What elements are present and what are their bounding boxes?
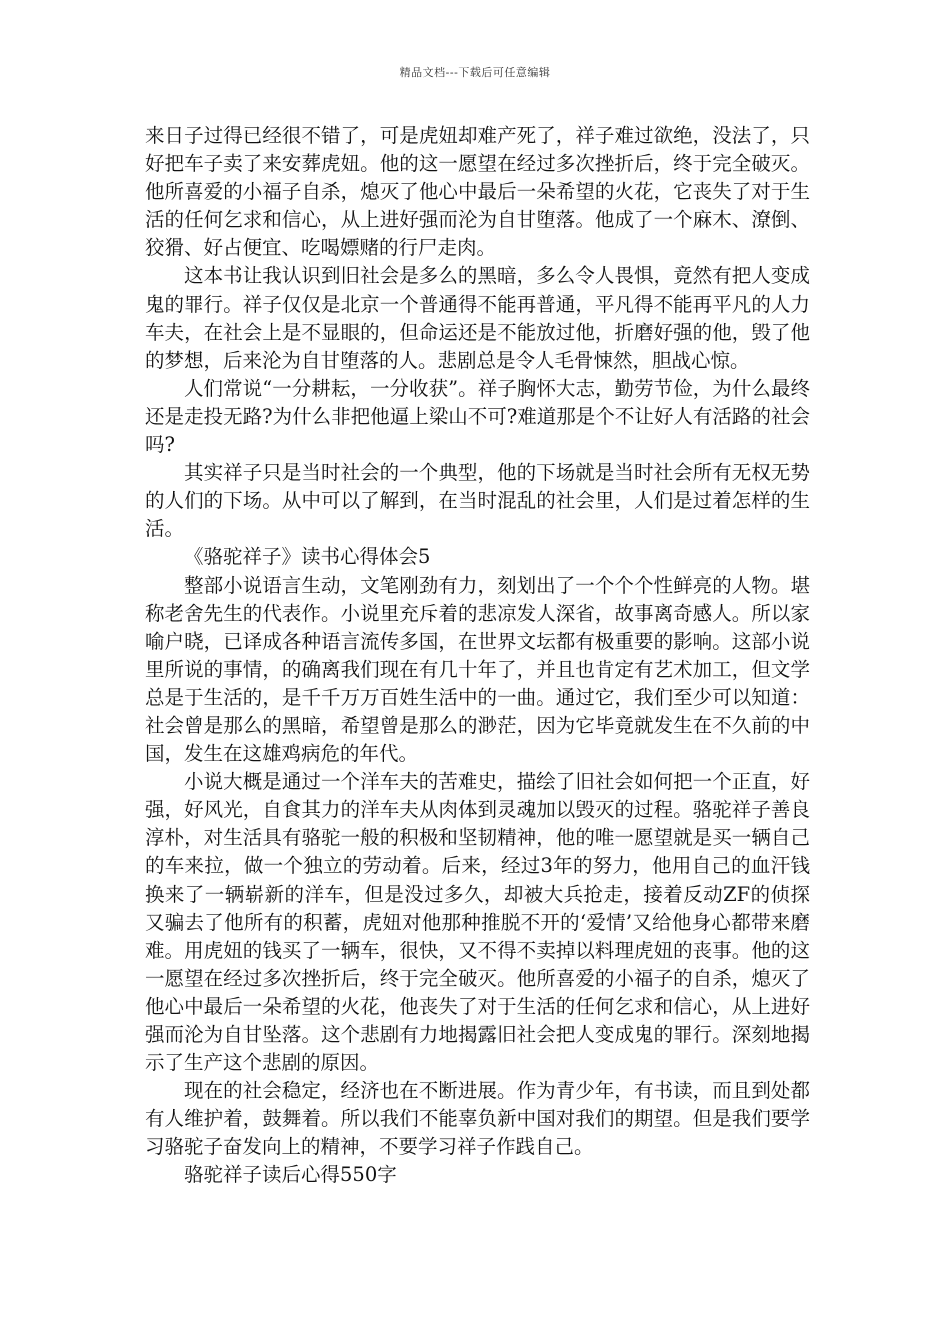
page-header: 精品文档---下载后可任意编辑: [399, 66, 551, 79]
section-heading-5: 《骆驼祥子》读书心得体会5: [184, 545, 431, 569]
paragraph-typical: 其实祥子只是当时社会的一个典型，他的下场就是当时社会所有无权无势的人们的下场。从中可以了解到，在当时混乱的社会里，人们是过着怎样的生活。: [145, 461, 810, 541]
section-heading-550: 骆驼祥子读后心得550字: [184, 1163, 397, 1187]
paragraph-reflection: 这本书让我认识到旧社会是多么的黑暗，多么令人畏惧，竟然有把人变成鬼的罪行。祥子仅仅是北京一个普通得不能再普通，平凡得不能再平凡的人力车夫，在社会上是不显眼的，但命运还是不能放过他，折磨好强的他，毁了他的梦想，后来沦为自甘堕落的人。悲剧总是令人毛骨悚然，胆战心惊。: [145, 264, 810, 372]
paragraph-society: 现在的社会稳定，经济也在不断进展。作为青少年，有书读，而且到处都有人维护着，鼓舞着。所以我们不能辜负新中国对我们的期望。但是我们要学习骆驼子奋发向上的精神，不要学习祥子作践自己。: [145, 1079, 810, 1159]
paragraph-question: 人们常说“一分耕耘，一分收获”。祥子胸怀大志，勤劳节俭，为什么最终还是走投无路?为什么非把他逼上梁山不可?难道那是个不让好人有活路的社会吗?: [145, 376, 810, 457]
paragraph-summary: 小说大概是通过一个洋车夫的苦难史，描绘了旧社会如何把一个正直，好强，好风光，自食其力的洋车夫从肉体到灵魂加以毁灭的过程。骆驼祥子善良淳朴，对生活具有骆驼一般的积极和坚韧精神，他的唯一愿望就是买一辆自己的车来拉，做一个独立的劳动着。后来，经过3年的努力，他用自己的血汗钱换来了一辆崭新的洋车，但是没过多久，却被大兵抢走，接着反动ZF的侦探又骗去了他所有的积蓄，虎妞对他那种推脱不开的‘爱情’又给他身心都带来磨难。用虎妞的钱买了一辆车，很快，又不得不卖掉以料理虎妞的丧事。他的这一愿望在经过多次挫折后，终于完全破灭。他所喜爱的小福子的自杀，熄灭了他心中最后一朵希望的火花，他丧失了对于生活的任何乞求和信心，从上进好强而沦为自甘坠落。这个悲剧有力地揭露旧社会把人变成鬼的罪行。深刻地揭示了生产这个悲剧的原因。: [145, 770, 810, 1075]
paragraph-continuation: 来日子过得已经很不错了，可是虎妞却难产死了，祥子难过欲绝，没法了，只好把车子卖了来安葬虎妞。他的这一愿望在经过多次挫折后，终于完全破灭。他所喜爱的小福子自杀，熄灭了他心中最后一朵希望的火花，它丧失了对于生活的任何乞求和信心，从上进好强而沦为自甘堕落。他成了一个麻木、潦倒、狡猾、好占便宜、吃喝嫖赌的行尸走肉。: [145, 124, 810, 260]
document-body: [145, 122, 810, 1190]
paragraph-language: 整部小说语言生动，文笔刚劲有力，刻划出了一个个个性鲜亮的人物。堪称老舍先生的代表作。小说里充斥着的悲凉发人深省，故事离奇感人。所以家喻户晓，已译成各种语言流传多国，在世界文坛都有极重要的影响。这部小说里所说的事情，的确离我们现在有几十年了，并且也肯定有艺术加工，但文学总是于生活的，是千千万万百姓生活中的一曲。通过它，我们至少可以知道：社会曾是那么的黑暗，希望曾是那么的渺茫，因为它毕竟就发生在不久前的中国，发生在这雄鸡病危的年代。: [145, 573, 810, 766]
